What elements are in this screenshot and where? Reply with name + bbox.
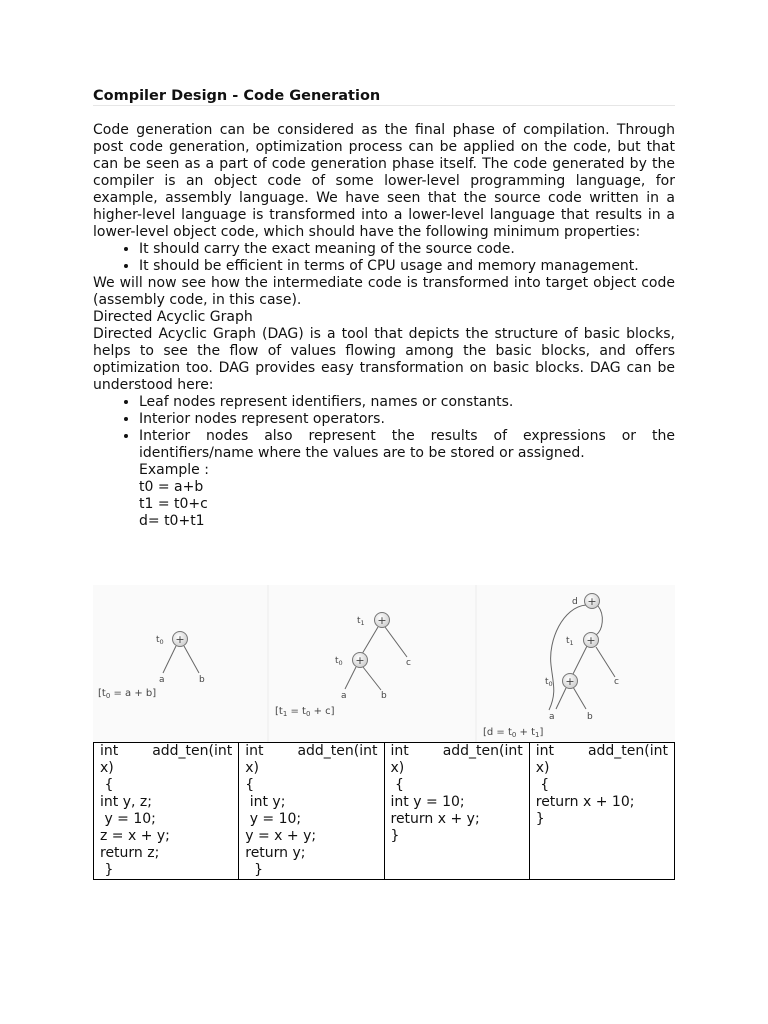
code-line: } bbox=[245, 862, 264, 878]
example-block bbox=[93, 462, 675, 530]
leaf-label: b bbox=[199, 675, 205, 685]
leaf-label: a bbox=[159, 675, 165, 685]
leaf-label: b bbox=[381, 691, 387, 701]
code-line: y = 10; bbox=[100, 811, 156, 827]
code-line: x) bbox=[245, 760, 259, 776]
code-line: } bbox=[100, 862, 114, 878]
code-line: } bbox=[535, 811, 545, 827]
code-cell bbox=[384, 743, 529, 880]
code-line: { bbox=[535, 777, 550, 793]
node-label: $t_0$ bbox=[156, 635, 164, 646]
code-line: return y; bbox=[245, 845, 306, 861]
code-line: } bbox=[390, 828, 400, 844]
figure-caption: $[t_1 = t_0 + c]$ bbox=[275, 706, 335, 718]
operator-label: + bbox=[587, 595, 597, 608]
code-line: int add_ten(int bbox=[390, 743, 523, 759]
list-item: • Interior nodes also represent the results of expressions or the identifiers/name where the values are to be stored or assigned. bbox=[139, 428, 675, 462]
list-item: • It should carry the exact meaning of the source code. bbox=[139, 241, 675, 258]
figure-caption: $[t_0 = a + b]$ bbox=[98, 688, 157, 700]
code-comparison-table bbox=[93, 742, 675, 880]
transition-paragraph: We will now see how the intermediate code is transformed into target object code (assembly code, in this case). bbox=[93, 275, 675, 308]
code-line: z = x + y; bbox=[100, 828, 170, 844]
dag-figures-svg bbox=[93, 585, 675, 742]
code-line: y = x + y; bbox=[245, 828, 317, 844]
list-item: • Leaf nodes represent identifiers, names or constants. bbox=[139, 394, 675, 411]
example-label: Example : bbox=[139, 462, 209, 478]
operator-label: + bbox=[586, 634, 596, 647]
example-line: t0 = a+b bbox=[139, 479, 204, 495]
node-label: $t_0$ bbox=[335, 656, 343, 667]
intro-paragraph: Code generation can be considered as the final phase of compilation. Through post code generation, optimization process can be applied on the code, but that can be seen as a part of code generation phase itself. The code generated by the compiler is an object code of some lower-level programming language, for example, assembly language. We have seen that the source code written in a higher-level language is transformed into a lower-level language that results in a lower-level object code, which should have the following minimum properties: bbox=[93, 122, 675, 240]
code-line: int add_ten(int bbox=[100, 743, 233, 759]
figure-caption: $[d = t_0 + t_1]$ bbox=[483, 727, 544, 739]
section-heading: Directed Acyclic Graph bbox=[93, 309, 253, 325]
code-line: x) bbox=[535, 760, 550, 776]
dag-intro-paragraph: Directed Acyclic Graph (DAG) is a tool that depicts the structure of basic blocks, helps to see the flow of values flowing among the basic blocks, and offers optimization too. DAG provides easy transformation on basic blocks. DAG can be understood here: bbox=[93, 326, 675, 393]
leaf-label: c bbox=[406, 658, 411, 668]
code-line: { bbox=[100, 777, 114, 793]
operator-label: + bbox=[565, 675, 575, 688]
code-line: x) bbox=[390, 760, 405, 776]
node-label: d bbox=[572, 597, 578, 607]
code-line: int add_ten(int bbox=[535, 743, 668, 759]
code-line: return x + 10; bbox=[535, 794, 635, 810]
dag-figures bbox=[93, 585, 675, 742]
code-line: int y, z; bbox=[100, 794, 152, 810]
code-cell bbox=[529, 743, 674, 880]
example-line: d= t0+t1 bbox=[139, 513, 205, 529]
leaf-label: c bbox=[614, 677, 619, 687]
dag-points-list bbox=[93, 394, 675, 462]
code-line: int add_ten(int bbox=[245, 743, 378, 759]
list-item: • It should be efficient in terms of CPU usage and memory management. bbox=[139, 258, 675, 275]
code-line: int y; bbox=[245, 794, 286, 810]
code-line: return z; bbox=[100, 845, 160, 861]
page-title: Compiler Design - Code Generation bbox=[93, 87, 675, 106]
table-row bbox=[94, 743, 675, 880]
list-item: • Interior nodes represent operators. bbox=[139, 411, 675, 428]
properties-list bbox=[93, 241, 675, 275]
node-label: $t_1$ bbox=[566, 636, 574, 647]
code-cell bbox=[94, 743, 239, 880]
code-line: return x + y; bbox=[390, 811, 480, 827]
operator-label: + bbox=[175, 633, 185, 646]
operator-label: + bbox=[355, 654, 365, 667]
code-line: int y = 10; bbox=[390, 794, 465, 810]
node-label: $t_0$ bbox=[545, 677, 553, 688]
code-cell bbox=[239, 743, 384, 880]
code-line: { bbox=[390, 777, 404, 793]
code-line: x) bbox=[100, 760, 114, 776]
code-line: y = 10; bbox=[245, 811, 302, 827]
example-line: t1 = t0+c bbox=[139, 496, 208, 512]
code-line: { bbox=[245, 777, 255, 793]
document-body bbox=[93, 122, 675, 530]
leaf-label: a bbox=[341, 691, 347, 701]
operator-label: + bbox=[377, 614, 387, 627]
leaf-label: b bbox=[587, 712, 593, 722]
node-label: $t_1$ bbox=[357, 616, 365, 627]
leaf-label: a bbox=[549, 712, 555, 722]
